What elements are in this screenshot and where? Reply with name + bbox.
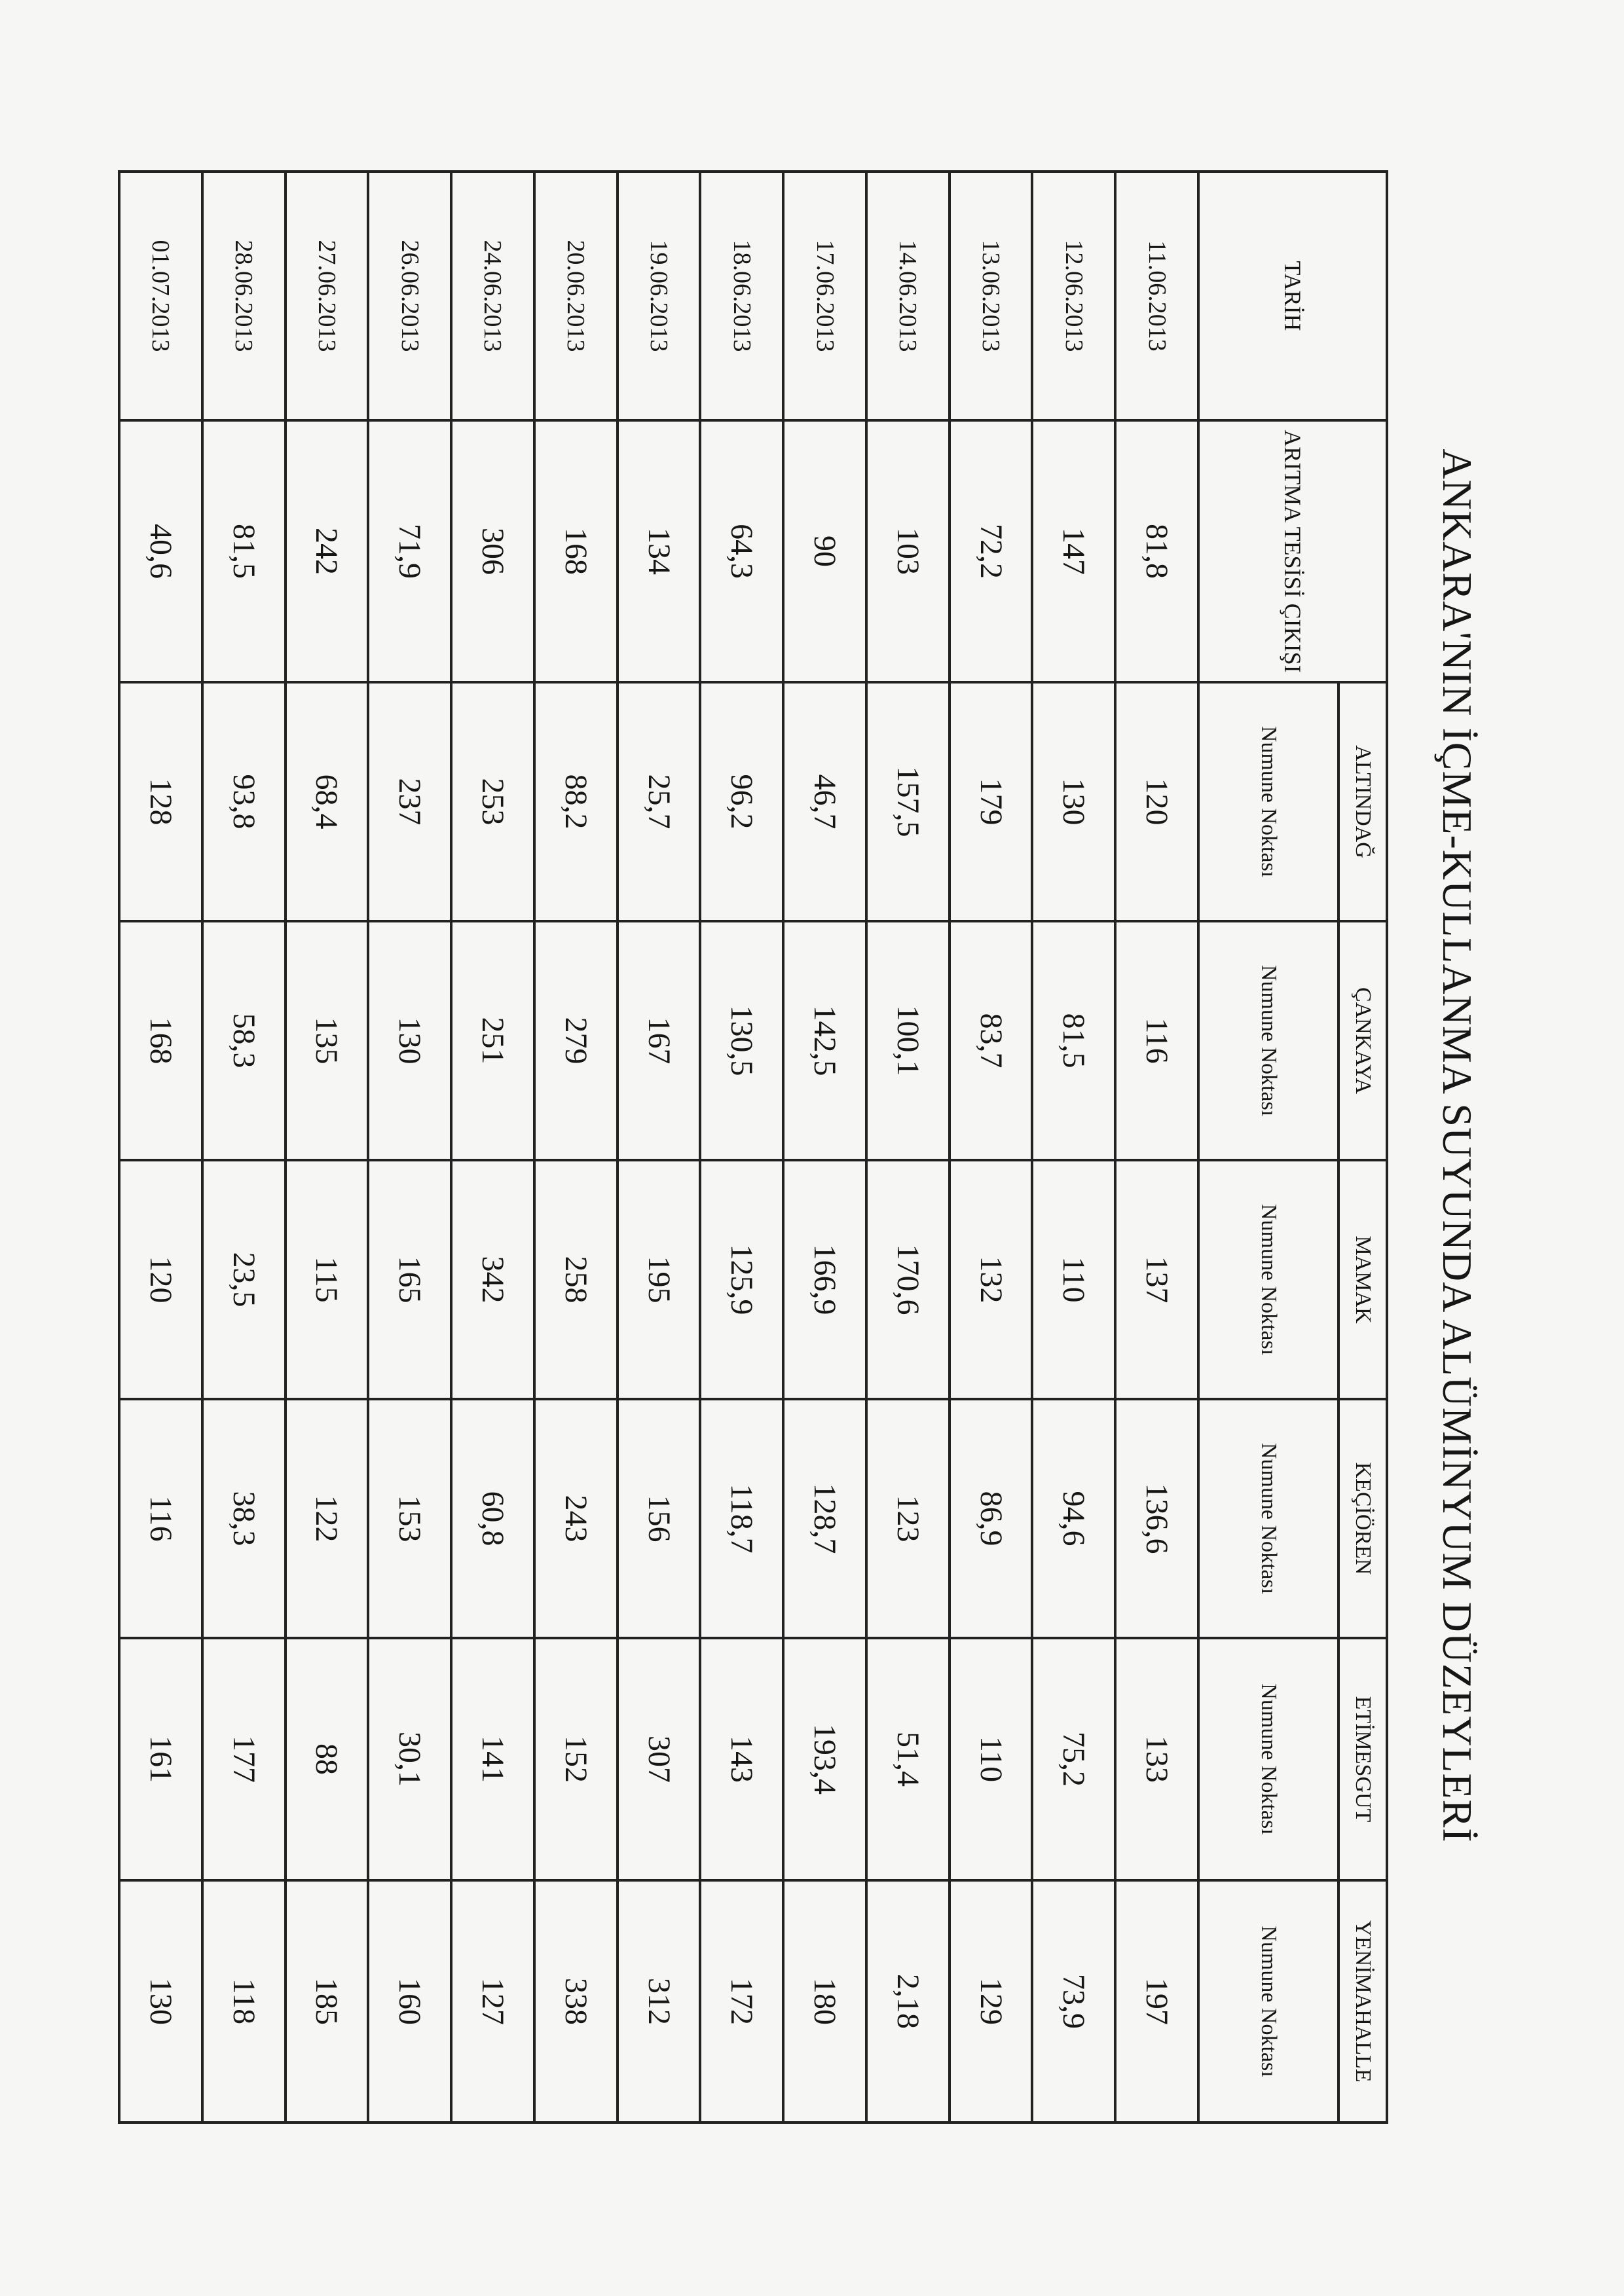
plant-value-cell: 64,3 <box>700 420 783 682</box>
sample-value-cell: 123 <box>866 1399 950 1638</box>
sample-value-cell: 157,5 <box>866 682 950 921</box>
sample-value-cell: 167 <box>618 921 701 1160</box>
sample-value-cell: 118 <box>202 1880 286 2123</box>
location-header: MAMAK <box>1338 1160 1387 1399</box>
plant-value-cell: 72,2 <box>950 420 1033 682</box>
sample-value-cell: 143 <box>700 1638 783 1880</box>
table-row <box>368 172 451 2123</box>
date-cell: 20.06.2013 <box>534 172 618 420</box>
plant-value-cell: 40,6 <box>119 420 202 682</box>
plant-value-cell: 81,8 <box>1115 420 1198 682</box>
sample-value-cell: 120 <box>1115 682 1198 921</box>
sample-value-cell: 251 <box>451 921 534 1160</box>
sample-value-cell: 116 <box>119 1399 202 1638</box>
table-body <box>119 172 1198 2123</box>
sample-value-cell: 133 <box>1115 1638 1198 1880</box>
sample-value-cell: 338 <box>534 1880 618 2123</box>
table-row <box>1115 172 1198 2123</box>
document-title: ANKARA'NIN İÇME-KULLANMA SUYUNDA ALÜMİNYUM DÜZEYLERİ <box>1434 448 1481 1843</box>
sample-value-cell: 115 <box>286 1160 369 1399</box>
plant-output-header: ARITMA TESİSİ ÇIKIŞI <box>1198 420 1387 682</box>
plant-value-cell: 71,9 <box>368 420 451 682</box>
sample-value-cell: 165 <box>368 1160 451 1399</box>
date-cell: 27.06.2013 <box>286 172 369 420</box>
plant-value-cell: 134 <box>618 420 701 682</box>
sample-point-header: Numune Noktası <box>1198 1880 1338 2123</box>
sample-value-cell: 73,9 <box>1032 1880 1115 2123</box>
sample-value-cell: 136,6 <box>1115 1399 1198 1638</box>
table-row <box>534 172 618 2123</box>
location-header: YENİMAHALLE <box>1338 1880 1387 2123</box>
table-row <box>618 172 701 2123</box>
sample-value-cell: 125,9 <box>700 1160 783 1399</box>
plant-value-cell: 168 <box>534 420 618 682</box>
sample-point-header: Numune Noktası <box>1198 1399 1338 1638</box>
sample-value-cell: 129 <box>950 1880 1033 2123</box>
sample-value-cell: 81,5 <box>1032 921 1115 1160</box>
sample-value-cell: 25,7 <box>618 682 701 921</box>
sample-value-cell: 307 <box>618 1638 701 1880</box>
date-cell: 11.06.2013 <box>1115 172 1198 420</box>
plant-value-cell: 81,5 <box>202 420 286 682</box>
date-cell: 24.06.2013 <box>451 172 534 420</box>
date-cell: 18.06.2013 <box>700 172 783 420</box>
plant-value-cell: 306 <box>451 420 534 682</box>
sample-value-cell: 253 <box>451 682 534 921</box>
plant-value-cell: 90 <box>783 420 866 682</box>
sample-point-header: Numune Noktası <box>1198 682 1338 921</box>
date-cell: 13.06.2013 <box>950 172 1033 420</box>
plant-value-cell: 103 <box>866 420 950 682</box>
sample-point-header: Numune Noktası <box>1198 1638 1338 1880</box>
date-header: TARİH <box>1198 172 1387 420</box>
sample-point-header: Numune Noktası <box>1198 1160 1338 1399</box>
table-row <box>451 172 534 2123</box>
sample-value-cell: 51,4 <box>866 1638 950 1880</box>
sample-value-cell: 116 <box>1115 921 1198 1160</box>
plant-value-cell: 242 <box>286 420 369 682</box>
sample-value-cell: 128 <box>119 682 202 921</box>
date-cell: 19.06.2013 <box>618 172 701 420</box>
location-header: ÇANKAYA <box>1338 921 1387 1160</box>
location-header: ETİMESGUT <box>1338 1638 1387 1880</box>
sample-point-header: Numune Noktası <box>1198 921 1338 1160</box>
table-row <box>700 172 783 2123</box>
sample-value-cell: 110 <box>1032 1160 1115 1399</box>
sample-value-cell: 156 <box>618 1399 701 1638</box>
date-cell: 26.06.2013 <box>368 172 451 420</box>
sample-value-cell: 161 <box>119 1638 202 1880</box>
sample-value-cell: 127 <box>451 1880 534 2123</box>
sample-value-cell: 110 <box>950 1638 1033 1880</box>
aluminum-levels-table <box>118 170 1388 2124</box>
table-row <box>202 172 286 2123</box>
sample-value-cell: 46,7 <box>783 682 866 921</box>
sample-value-cell: 130 <box>368 921 451 1160</box>
sample-value-cell: 100,1 <box>866 921 950 1160</box>
table-row <box>950 172 1033 2123</box>
sample-value-cell: 120 <box>119 1160 202 1399</box>
sample-value-cell: 68,4 <box>286 682 369 921</box>
sample-value-cell: 130 <box>1032 682 1115 921</box>
table-row <box>1032 172 1115 2123</box>
location-header: ALTINDAĞ <box>1338 682 1387 921</box>
sample-value-cell: 128,7 <box>783 1399 866 1638</box>
sample-value-cell: 279 <box>534 921 618 1160</box>
sample-value-cell: 142,5 <box>783 921 866 1160</box>
sample-value-cell: 135 <box>286 921 369 1160</box>
sample-value-cell: 23,5 <box>202 1160 286 1399</box>
sample-value-cell: 177 <box>202 1638 286 1880</box>
sample-value-cell: 60,8 <box>451 1399 534 1638</box>
location-header: KEÇİÖREN <box>1338 1399 1387 1638</box>
sample-value-cell: 141 <box>451 1638 534 1880</box>
sample-value-cell: 137 <box>1115 1160 1198 1399</box>
table-row <box>119 172 202 2123</box>
sample-value-cell: 312 <box>618 1880 701 2123</box>
sample-value-cell: 130,5 <box>700 921 783 1160</box>
sample-value-cell: 342 <box>451 1160 534 1399</box>
sample-value-cell: 153 <box>368 1399 451 1638</box>
sample-value-cell: 83,7 <box>950 921 1033 1160</box>
date-cell: 17.06.2013 <box>783 172 866 420</box>
table-row <box>783 172 866 2123</box>
sample-value-cell: 88,2 <box>534 682 618 921</box>
sample-value-cell: 38,3 <box>202 1399 286 1638</box>
sample-value-cell: 195 <box>618 1160 701 1399</box>
sample-value-cell: 166,9 <box>783 1160 866 1399</box>
date-cell: 28.06.2013 <box>202 172 286 420</box>
date-cell: 12.06.2013 <box>1032 172 1115 420</box>
table-row <box>286 172 369 2123</box>
sample-value-cell: 193,4 <box>783 1638 866 1880</box>
sample-value-cell: 152 <box>534 1638 618 1880</box>
sample-value-cell: 2,18 <box>866 1880 950 2123</box>
date-cell: 14.06.2013 <box>866 172 950 420</box>
sample-value-cell: 96,2 <box>700 682 783 921</box>
sample-value-cell: 185 <box>286 1880 369 2123</box>
rotated-page-content <box>118 170 1506 2121</box>
sample-value-cell: 75,2 <box>1032 1638 1115 1880</box>
sample-value-cell: 180 <box>783 1880 866 2123</box>
table-row <box>866 172 950 2123</box>
sample-value-cell: 118,7 <box>700 1399 783 1638</box>
sample-value-cell: 122 <box>286 1399 369 1638</box>
sample-value-cell: 172 <box>700 1880 783 2123</box>
sample-value-cell: 237 <box>368 682 451 921</box>
sample-value-cell: 197 <box>1115 1880 1198 2123</box>
sample-value-cell: 179 <box>950 682 1033 921</box>
sample-value-cell: 30,1 <box>368 1638 451 1880</box>
sample-value-cell: 58,3 <box>202 921 286 1160</box>
sample-value-cell: 170,6 <box>866 1160 950 1399</box>
sample-value-cell: 132 <box>950 1160 1033 1399</box>
sample-value-cell: 168 <box>119 921 202 1160</box>
sample-value-cell: 93,8 <box>202 682 286 921</box>
sample-value-cell: 130 <box>119 1880 202 2123</box>
sample-value-cell: 243 <box>534 1399 618 1638</box>
sample-value-cell: 160 <box>368 1880 451 2123</box>
plant-value-cell: 147 <box>1032 420 1115 682</box>
date-cell: 01.07.2013 <box>119 172 202 420</box>
sample-value-cell: 94,6 <box>1032 1399 1115 1638</box>
sample-value-cell: 258 <box>534 1160 618 1399</box>
sample-value-cell: 88 <box>286 1638 369 1880</box>
sample-value-cell: 86,9 <box>950 1399 1033 1638</box>
